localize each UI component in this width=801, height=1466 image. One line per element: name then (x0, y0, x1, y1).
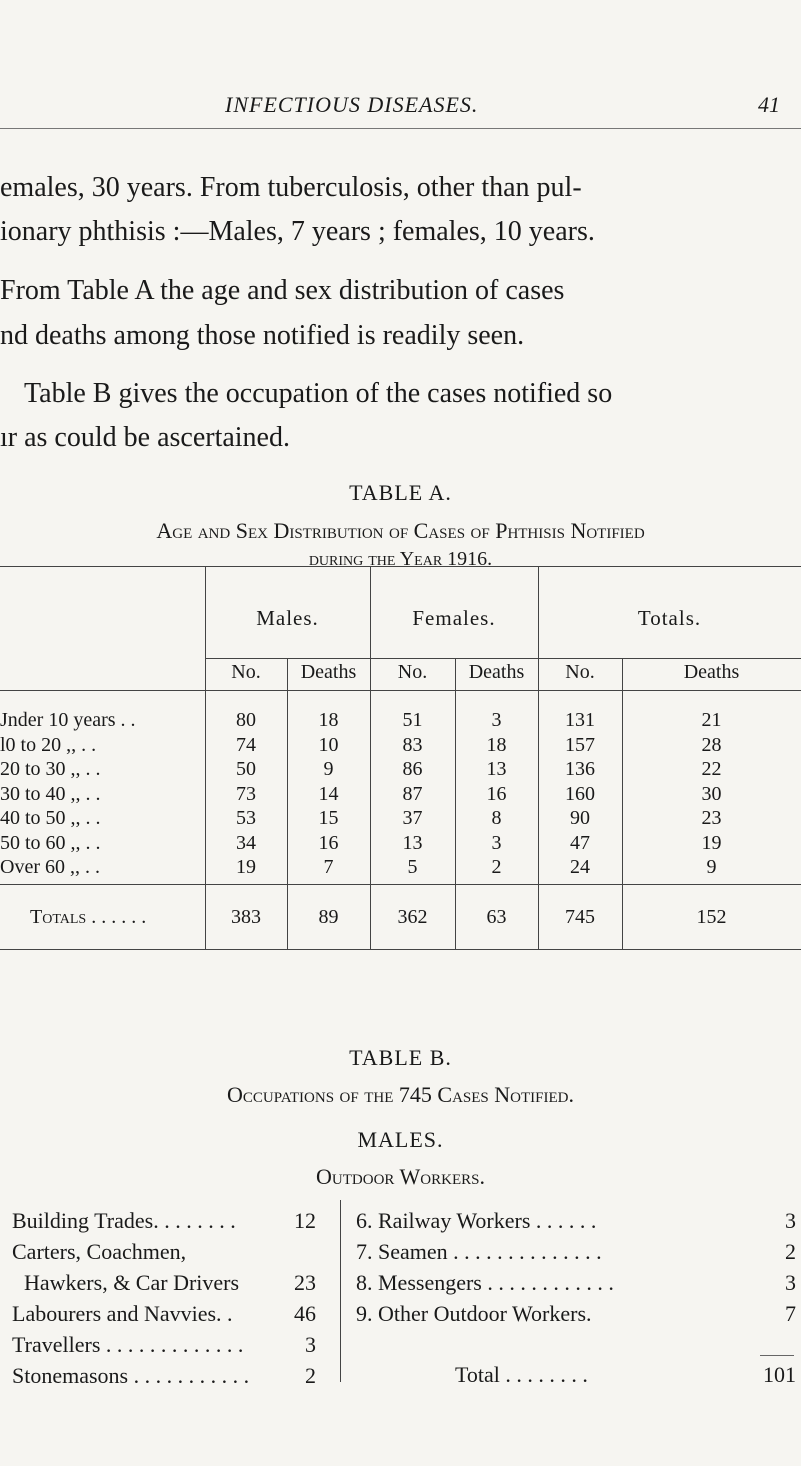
table-cell: 13 (402, 831, 423, 854)
total-totals-no: 745 (565, 906, 595, 928)
occupation-count: 3 (305, 1332, 316, 1357)
table-cell: 16 (318, 831, 339, 854)
occupation-count: 12 (294, 1208, 316, 1233)
occupation-count: 23 (294, 1270, 316, 1295)
table-cell: 19 (701, 831, 722, 854)
table-a-caption-year: during the Year 1916. (308, 548, 493, 570)
occupation-count: 2 (785, 1239, 796, 1264)
table-cell: 22 (701, 758, 722, 780)
table-cell: 47 (570, 831, 590, 854)
table-b-caption: Occupations of the 745 Cases Notified. (227, 1082, 574, 1107)
table-cell: 13 (486, 758, 507, 780)
table-cell: 8 (491, 807, 502, 829)
occupation-item: Labourers and Navvies. . (12, 1301, 233, 1326)
table-cell: 131 (565, 709, 595, 731)
occupation-item: Carters, Coachmen, (12, 1239, 187, 1264)
row-label: Jnder 10 years . . (0, 709, 136, 731)
occupation-count: 2 (305, 1363, 316, 1388)
sum-rule (760, 1355, 794, 1356)
paragraph-line: nd deaths among those notified is readily seen. (0, 320, 525, 351)
table-cell: 50 (236, 758, 256, 780)
subheader-no: No. (565, 661, 595, 683)
table-cell: 51 (402, 709, 423, 731)
paragraph-line: ır as could be ascertained. (0, 422, 290, 453)
subheader-deaths: Deaths (683, 661, 740, 683)
table-cell: 5 (407, 856, 418, 878)
table-cell: 157 (565, 733, 595, 756)
occupation-item: 6. Railway Workers . . . . . . (356, 1208, 597, 1233)
table-cell: 3 (491, 709, 502, 731)
occupation-item: 9. Other Outdoor Workers. (356, 1301, 592, 1326)
table-cell: 87 (402, 782, 423, 805)
table-rule (0, 949, 801, 950)
subheader-deaths: Deaths (468, 661, 525, 683)
table-b-subsection: Outdoor Workers. (316, 1164, 485, 1189)
table-cell: 18 (486, 733, 507, 756)
head-rule (0, 128, 801, 129)
table-cell: 53 (236, 807, 256, 829)
table-rule (0, 566, 801, 567)
total-label: Total . . . . . . . . (455, 1362, 588, 1387)
paragraph-line: ionary phthisis :—Males, 7 years ; females, 10 years. (0, 216, 595, 247)
subheader-deaths: Deaths (300, 661, 357, 683)
table-cell: 7 (323, 856, 334, 878)
running-head (0, 92, 801, 122)
occupation-item: 8. Messengers . . . . . . . . . . . . (356, 1270, 614, 1295)
table-cell: 80 (236, 709, 256, 731)
table-a-caption: Age and Sex Distribution of Cases of Phthisis Notified (156, 518, 645, 543)
table-cell: 10 (318, 733, 339, 756)
total-males-no: 383 (231, 906, 261, 928)
total-value: 101 (763, 1362, 796, 1387)
table-cell: 34 (236, 831, 256, 854)
header-totals: Totals. (637, 606, 702, 630)
occupation-item: Building Trades. . . . . . . . (12, 1208, 236, 1233)
table-cell: 30 (701, 782, 722, 805)
paragraph-line: Table B gives the occupation of the cases notified so (24, 378, 613, 409)
occupation-item: Stonemasons . . . . . . . . . . . (12, 1363, 250, 1388)
table-b-section: MALES. (357, 1127, 444, 1152)
total-males-deaths: 89 (318, 906, 339, 928)
table-b-label: TABLE B. (349, 1045, 452, 1070)
occupation-count: 7 (785, 1301, 796, 1326)
table-cell: 83 (402, 733, 423, 756)
table-a (0, 566, 801, 1046)
occupation-count: 3 (785, 1270, 796, 1295)
row-label: Over 60 ,, . . (0, 856, 100, 878)
occupation-item: Travellers . . . . . . . . . . . . . (12, 1332, 244, 1357)
table-cell: 21 (701, 709, 722, 731)
subheader-no: No. (397, 661, 428, 683)
header-females: Females. (412, 606, 496, 630)
table-rule (0, 690, 801, 691)
table-cell: 74 (236, 733, 256, 756)
table-cell: 3 (491, 831, 502, 854)
table-cell: 136 (565, 758, 595, 780)
occupation-count: 3 (785, 1208, 796, 1233)
table-cell: 16 (486, 782, 507, 805)
table-cell: 90 (570, 807, 590, 829)
table-cell: 14 (318, 782, 339, 805)
table-cell: 18 (318, 709, 339, 731)
table-cell: 160 (565, 782, 595, 805)
table-cell: 9 (323, 758, 334, 780)
header-males: Males. (256, 606, 319, 630)
table-cell: 37 (402, 807, 423, 829)
totals-label: Totals . . . . . . (30, 906, 147, 928)
subheader-no: No. (231, 661, 261, 683)
paragraph-line: emales, 30 years. From tuberculosis, other than pul- (0, 172, 582, 203)
paragraph-line: From Table A the age and sex distribution of cases (0, 275, 565, 306)
table-cell: 9 (706, 856, 717, 878)
total-females-deaths: 63 (486, 906, 507, 928)
row-label: 40 to 50 ,, . . (0, 807, 101, 829)
table-cell: 23 (701, 807, 722, 829)
table-cell: 73 (236, 782, 256, 805)
row-label: 30 to 40 ,, . . (0, 782, 101, 805)
table-cell: 24 (570, 856, 590, 878)
row-label: l0 to 20 ,, . . (0, 733, 97, 756)
row-label: 50 to 60 ,, . . (0, 831, 101, 854)
table-rule (0, 884, 801, 885)
row-label: 20 to 30 ,, . . (0, 758, 101, 780)
total-totals-deaths: 152 (696, 906, 727, 928)
page-number: 41 (758, 92, 780, 117)
table-cell: 86 (402, 758, 423, 780)
occupation-item: Hawkers, & Car Drivers (24, 1270, 240, 1295)
table-cell: 15 (318, 807, 339, 829)
table-cell: 2 (491, 856, 502, 878)
occupation-count: 46 (294, 1301, 316, 1326)
occupation-item: 7. Seamen . . . . . . . . . . . . . . (356, 1239, 602, 1264)
table-cell: 28 (701, 733, 722, 756)
table-a-label: TABLE A. (349, 480, 452, 505)
table-rule (205, 658, 801, 659)
running-head-title: INFECTIOUS DISEASES. (225, 92, 479, 117)
column-divider (340, 1200, 341, 1382)
table-cell: 19 (236, 856, 256, 878)
total-females-no: 362 (397, 906, 428, 928)
